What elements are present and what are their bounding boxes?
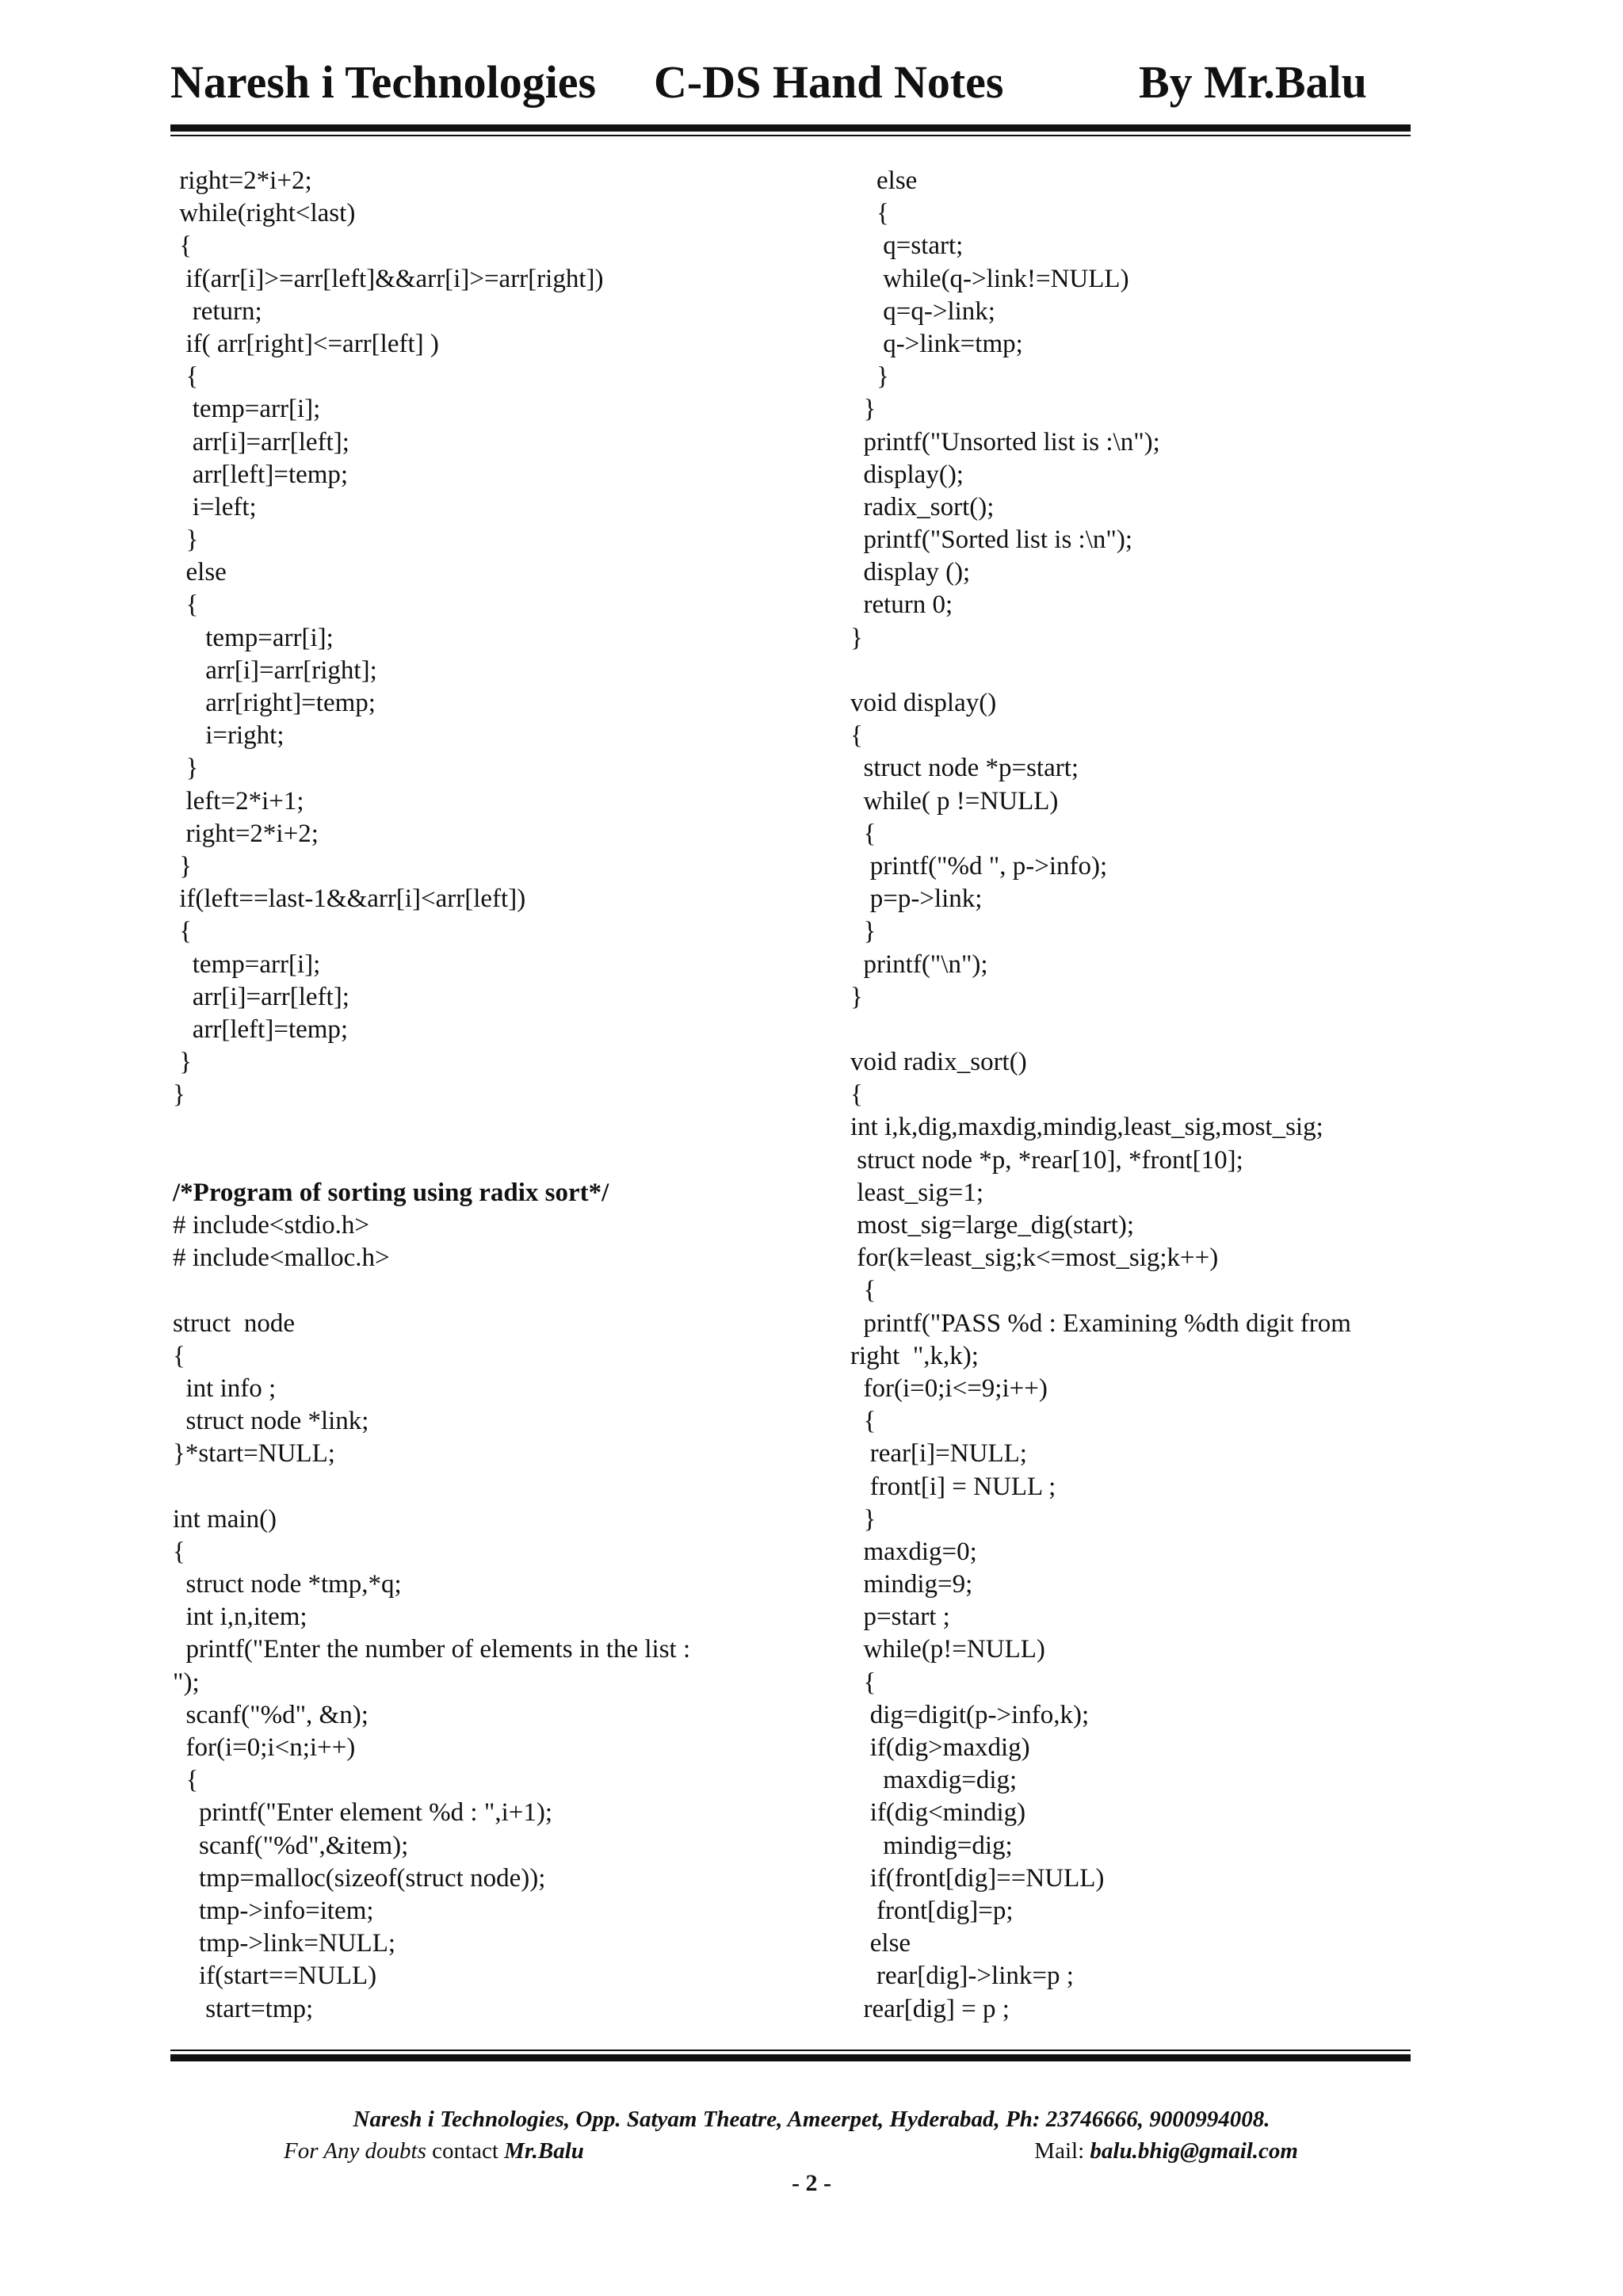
- code-line: mindig=dig;: [850, 1831, 1013, 1860]
- code-line: scanf("%d", &n);: [173, 1700, 369, 1729]
- code-line: }: [850, 623, 863, 652]
- code-line: printf("Enter element %d : ",i+1);: [173, 1798, 552, 1828]
- code-line: arr[right]=temp;: [173, 689, 376, 717]
- code-line: # include<stdio.h>: [173, 1211, 370, 1240]
- code-line: arr[left]=temp;: [173, 1014, 349, 1044]
- code-line: tmp->link=NULL;: [173, 1929, 396, 1958]
- code-line: {: [850, 1407, 876, 1436]
- code-line: if(left==last-1&&arr[i]<arr[left]): [173, 884, 526, 914]
- footer-contact: [284, 2138, 1298, 2170]
- code-line: int i,k,dig,maxdig,mindig,least_sig,most_sig;: [850, 1113, 1323, 1142]
- code-line: struct node: [173, 1308, 295, 1338]
- code-line: struct node *tmp,*q;: [173, 1570, 402, 1599]
- code-line: [850, 655, 1437, 687]
- code-line: printf("PASS %d : Examining %dth digit from: [850, 1308, 1351, 1338]
- code-line: if(arr[i]>=arr[left]&&arr[i]>=arr[right]): [173, 264, 604, 293]
- code-line: [173, 1111, 846, 1144]
- code-line: tmp->info=item;: [173, 1896, 374, 1925]
- page-number: - 2 -: [792, 2170, 831, 2196]
- code-line: printf("Unsorted list is :\n");: [850, 427, 1160, 457]
- code-line: # include<malloc.h>: [173, 1244, 390, 1273]
- code-line: while(p!=NULL): [850, 1635, 1045, 1664]
- code-line: for(k=least_sig;k<=most_sig;k++): [850, 1244, 1219, 1273]
- code-line: arr[left]=temp;: [173, 460, 349, 489]
- code-column-right: [850, 165, 1437, 2026]
- code-line: void display(): [850, 689, 997, 717]
- code-line: [173, 1144, 846, 1177]
- code-line: printf("\n");: [850, 949, 988, 979]
- code-line: dig=digit(p->info,k);: [850, 1700, 1090, 1729]
- code-line: while( p !=NULL): [850, 786, 1059, 816]
- code-line: return;: [173, 296, 262, 326]
- code-line: int info ;: [173, 1373, 277, 1403]
- code-line: rear[i]=NULL;: [850, 1439, 1027, 1469]
- code-line: arr[i]=arr[left];: [173, 982, 349, 1011]
- code-line: else: [173, 558, 227, 587]
- header-company: Naresh i Technologies: [170, 56, 597, 108]
- code-line: temp=arr[i];: [173, 623, 334, 652]
- code-line: for(i=0;i<n;i++): [173, 1733, 356, 1762]
- code-line: left=2*i+1;: [173, 786, 304, 816]
- code-line: }*start=NULL;: [173, 1439, 335, 1469]
- code-line: int main(): [173, 1504, 277, 1534]
- code-line: least_sig=1;: [850, 1178, 984, 1207]
- code-line: {: [173, 362, 199, 392]
- code-line: for(i=0;i<=9;i++): [850, 1373, 1048, 1403]
- code-line: display();: [850, 460, 964, 489]
- code-line: tmp=malloc(sizeof(struct node));: [173, 1863, 546, 1893]
- code-line: {: [173, 917, 193, 946]
- code-line: }: [850, 362, 889, 392]
- code-line: maxdig=0;: [850, 1537, 977, 1566]
- code-line: struct node *p=start;: [850, 754, 1079, 783]
- footer-doubts-name: Mr.Balu: [504, 2138, 584, 2164]
- code-line: }: [173, 1048, 193, 1077]
- code-line: {: [850, 721, 863, 751]
- code-line: struct node *link;: [173, 1407, 369, 1436]
- code-line: else: [850, 166, 918, 195]
- code-line: {: [850, 1668, 876, 1697]
- footer-address: Naresh i Technologies, Opp. Satyam Theatre, Ameerpet, Hyderabad, Ph: 23746666, 9000994008.: [353, 2107, 1270, 2132]
- code-line: i=left;: [173, 492, 257, 521]
- code-line: start=tmp;: [173, 1994, 314, 2023]
- code-line: front[dig]=p;: [850, 1896, 1014, 1925]
- code-line: while(right<last): [173, 199, 356, 228]
- code-line: {: [850, 1276, 876, 1305]
- code-line: printf("Sorted list is :\n");: [850, 525, 1133, 555]
- code-line: [173, 1274, 846, 1307]
- code-line: {: [173, 1766, 199, 1795]
- code-line: }: [850, 395, 876, 424]
- code-line: mindig=9;: [850, 1570, 973, 1599]
- header-author: By Mr.Balu: [1139, 56, 1367, 108]
- code-line: else: [850, 1929, 911, 1958]
- code-line: radix_sort();: [850, 492, 995, 521]
- code-line: arr[i]=arr[left];: [173, 427, 349, 457]
- code-line: temp=arr[i];: [173, 395, 321, 424]
- code-line: if(front[dig]==NULL): [850, 1863, 1105, 1893]
- code-line: right ",k,k);: [850, 1341, 979, 1370]
- code-line: if(start==NULL): [173, 1962, 377, 1991]
- code-line: }: [850, 1504, 876, 1534]
- code-line: }: [173, 754, 199, 783]
- code-line: rear[dig]->link=p ;: [850, 1962, 1074, 1991]
- code-line: void radix_sort(): [850, 1048, 1027, 1077]
- code-line: {: [173, 1537, 185, 1566]
- footer-doubts: [284, 2138, 584, 2164]
- code-line: }: [850, 982, 863, 1011]
- code-line: maxdig=dig;: [850, 1766, 1018, 1795]
- code-line: {: [173, 231, 193, 261]
- code-line: q=q->link;: [850, 296, 995, 326]
- code-line: temp=arr[i];: [173, 949, 321, 979]
- code-line: return 0;: [850, 590, 953, 620]
- code-line: {: [850, 199, 889, 228]
- code-line: ");: [173, 1668, 200, 1697]
- code-line: if( arr[right]<=arr[left] ): [173, 329, 439, 358]
- code-line: most_sig=large_dig(start);: [850, 1211, 1135, 1240]
- footer-doubts-prefix: For Any doubts: [284, 2138, 426, 2164]
- code-line: /*Program of sorting using radix sort*/: [173, 1178, 609, 1207]
- code-line: i=right;: [173, 721, 285, 751]
- code-line: rear[dig] = p ;: [850, 1994, 1010, 2023]
- page-header: [170, 55, 1407, 127]
- code-line: printf("Enter the number of elements in the list :: [173, 1635, 691, 1664]
- code-line: [173, 1471, 846, 1503]
- code-line: {: [850, 1080, 863, 1110]
- header-rule-thin: [170, 135, 1411, 136]
- code-line: scanf("%d",&item);: [173, 1831, 409, 1860]
- code-line: arr[i]=arr[right];: [173, 655, 377, 685]
- code-line: p=p->link;: [850, 884, 983, 914]
- footer-mail: [1034, 2138, 1298, 2164]
- code-line: while(q->link!=NULL): [850, 264, 1129, 293]
- footer-rule-thin: [170, 2050, 1411, 2051]
- code-line: printf("%d ", p->info);: [850, 851, 1108, 881]
- code-line: struct node *p, *rear[10], *front[10];: [850, 1145, 1243, 1175]
- header-title: C-DS Hand Notes: [654, 56, 1004, 108]
- footer-mail-label: Mail:: [1034, 2138, 1090, 2164]
- code-line: [850, 1014, 1437, 1046]
- code-line: {: [173, 1341, 185, 1370]
- code-line: }: [173, 525, 199, 555]
- code-column-left: [173, 165, 846, 2026]
- code-line: right=2*i+2;: [173, 166, 312, 195]
- code-line: q->link=tmp;: [850, 329, 1023, 358]
- code-line: int i,n,item;: [173, 1603, 307, 1632]
- code-line: q=start;: [850, 231, 964, 261]
- code-line: front[i] = NULL ;: [850, 1472, 1056, 1501]
- footer-rule-thick: [170, 2054, 1411, 2061]
- header-rule-thick: [170, 124, 1411, 132]
- code-line: {: [173, 590, 199, 620]
- code-line: if(dig>maxdig): [850, 1733, 1030, 1762]
- footer-doubts-contact: contact: [426, 2138, 505, 2164]
- code-line: right=2*i+2;: [173, 819, 319, 848]
- code-line: p=start ;: [850, 1603, 950, 1632]
- code-line: }: [173, 851, 193, 881]
- code-line: {: [850, 819, 876, 848]
- code-line: if(dig<mindig): [850, 1798, 1026, 1828]
- code-line: }: [850, 917, 876, 946]
- code-line: }: [173, 1080, 185, 1110]
- code-line: display ();: [850, 558, 971, 587]
- footer-mail-value: balu.bhig@gmail.com: [1090, 2138, 1298, 2164]
